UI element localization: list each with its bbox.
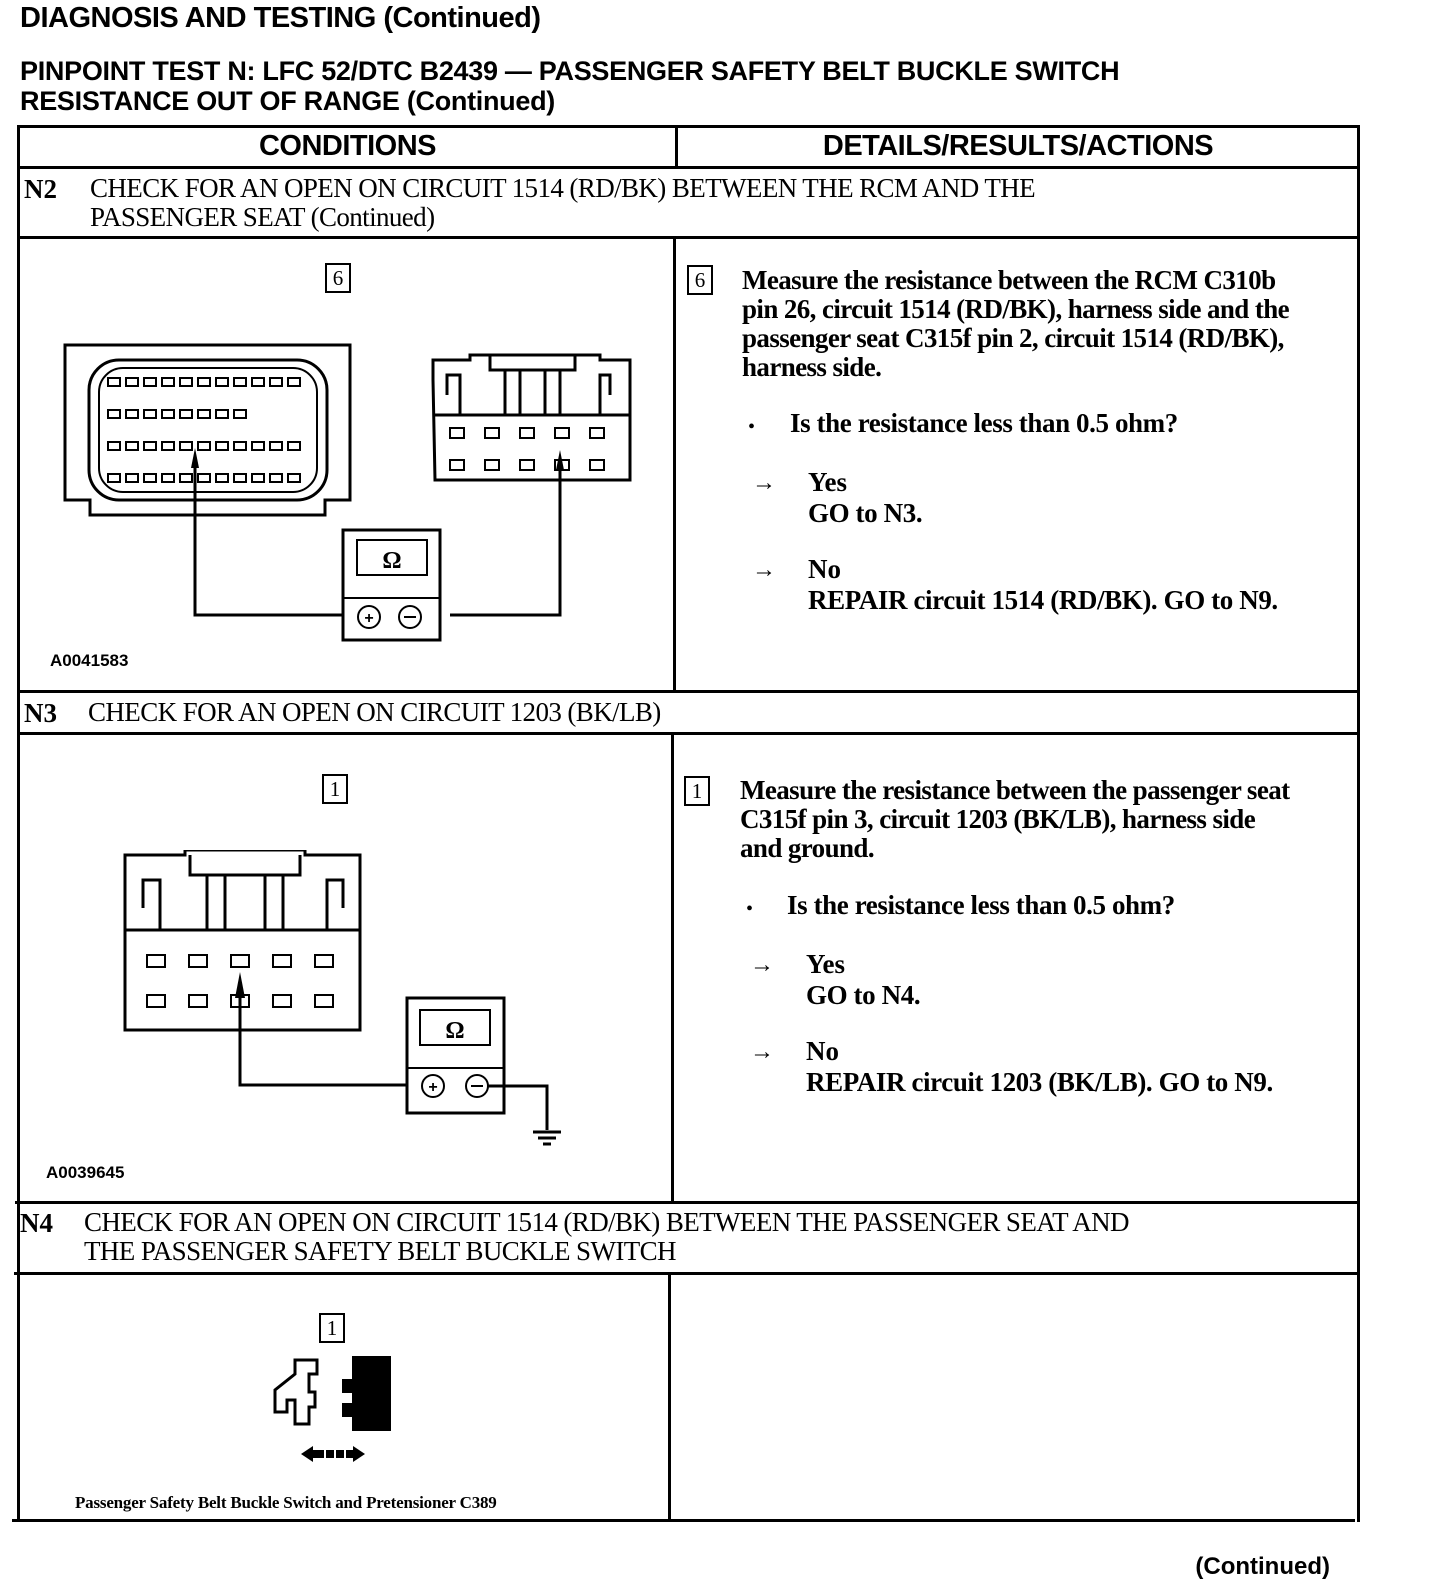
result-no: [808, 554, 1278, 616]
action-instruction: [742, 266, 1352, 382]
pinpoint-test-title: [20, 56, 1119, 116]
action-line: passenger seat C315f pin 2, circuit 1514 (RD/BK),: [742, 323, 1284, 353]
table-divider: [17, 236, 1360, 239]
step-number-box: 6: [325, 263, 351, 293]
result-yes-label: Yes: [808, 467, 847, 497]
step-title: [84, 1208, 1364, 1266]
rcm-connector-face: [89, 360, 327, 500]
buckle-switch-connector-diagram: [265, 1352, 400, 1477]
bullet-icon: •: [748, 416, 756, 438]
connector-half-solid: [343, 1357, 390, 1430]
step-title-line2: PASSENGER SEAT (Continued): [90, 202, 435, 232]
goto-link[interactable]: N4: [881, 980, 914, 1010]
step-title-line1: CHECK FOR AN OPEN ON CIRCUIT 1514 (RD/BK) BETWEEN THE PASSENGER SEAT AND: [84, 1207, 1129, 1237]
action-line: and ground.: [740, 833, 874, 863]
action-instruction: [740, 776, 1350, 863]
bullet-icon: •: [746, 898, 754, 920]
action-line: Measure the resistance between the passenger seat: [740, 775, 1290, 805]
table-border-right: [1357, 125, 1360, 1522]
column-header-conditions: CONDITIONS: [258, 130, 437, 162]
table-divider: [17, 166, 1360, 169]
result-yes-action: GO to N3.: [808, 498, 923, 528]
column-divider: [668, 1272, 671, 1522]
arrow-icon: →: [750, 952, 774, 978]
table-border-left: [17, 125, 20, 1522]
table-border-top: [17, 125, 1360, 128]
test-lead-positive: [240, 990, 408, 1085]
ohm-symbol: Ω: [382, 548, 402, 574]
section-title: DIAGNOSIS AND TESTING (Continued): [20, 2, 541, 34]
goto-link[interactable]: N9: [1234, 1067, 1267, 1097]
test-title-line1: PINPOINT TEST N: LFC 52/DTC B2439 — PASSENGER SAFETY BELT BUCKLE SWITCH: [20, 56, 1120, 86]
test-question: Is the resistance less than 0.5 ohm?: [787, 890, 1175, 920]
seat-connector-ground-diagram: [115, 850, 575, 1160]
rcm-connector-outline: [65, 345, 350, 515]
result-yes-label: Yes: [806, 949, 845, 979]
column-divider: [671, 732, 674, 1204]
seat-connector-tab: [490, 355, 575, 415]
test-lead-negative: [450, 460, 560, 615]
result-yes: [808, 467, 922, 529]
action-line: Measure the resistance between the RCM C310b: [742, 265, 1276, 295]
arrow-icon: →: [752, 470, 776, 496]
table-border-bottom: [12, 1519, 1355, 1522]
figure-id: A0041583: [50, 651, 129, 670]
column-header-details: DETAILS/RESULTS/ACTIONS: [822, 130, 1214, 162]
result-no-label: No: [808, 554, 841, 584]
test-title-line2: RESISTANCE OUT OF RANGE (Continued): [20, 86, 555, 116]
goto-link[interactable]: N9: [1239, 585, 1272, 615]
step-number-box: 1: [319, 1313, 345, 1343]
step-title: [90, 174, 1340, 232]
positive-terminal-label: +: [428, 1079, 438, 1096]
column-divider: [673, 236, 676, 693]
step-number-box: 1: [322, 774, 348, 804]
step-id: N2: [24, 174, 57, 204]
figure-id: A0039645: [46, 1163, 125, 1182]
goto-link[interactable]: N3: [883, 498, 916, 528]
table-divider: [14, 1272, 1357, 1275]
seat-pin-rows: [450, 428, 604, 470]
disconnect-arrow-icon: [301, 1446, 365, 1462]
action-line: harness side.: [742, 352, 882, 382]
table-divider: [17, 690, 1360, 693]
seat-connector-tab: [190, 855, 300, 930]
connector-half-open: [275, 1360, 317, 1424]
step-number-box: 6: [687, 265, 713, 295]
action-line: C315f pin 3, circuit 1203 (BK/LB), harness side: [740, 804, 1256, 834]
test-question: Is the resistance less than 0.5 ohm?: [790, 408, 1178, 438]
seat-connector-latch: [447, 375, 610, 415]
rcm-pin-rows: [108, 378, 300, 482]
arrow-icon: →: [752, 557, 776, 583]
arrow-icon: →: [750, 1039, 774, 1065]
table-divider: [15, 1201, 1358, 1204]
result-no: [806, 1036, 1273, 1098]
step-id: N4: [20, 1208, 53, 1238]
step-number-box: 1: [684, 776, 710, 806]
ground-icon: [533, 1132, 561, 1144]
table-divider: [17, 732, 1360, 735]
positive-terminal-label: +: [364, 610, 374, 627]
action-line: pin 26, circuit 1514 (RD/BK), harness side and the: [742, 294, 1290, 324]
result-no-action: REPAIR circuit 1203 (BK/LB). GO to N9.: [806, 1067, 1273, 1097]
figure-caption: Passenger Safety Belt Buckle Switch and Pretensioner C389: [75, 1493, 497, 1512]
rcm-connector-diagram: [55, 340, 635, 650]
result-yes: [806, 949, 920, 1011]
step-title: CHECK FOR AN OPEN ON CIRCUIT 1203 (BK/LB): [88, 697, 661, 727]
continued-label: (Continued): [1195, 1553, 1330, 1580]
result-no-action: REPAIR circuit 1514 (RD/BK). GO to N9.: [808, 585, 1278, 615]
seat-connector-latch: [143, 880, 343, 930]
ohm-symbol: Ω: [445, 1018, 465, 1044]
result-yes-action: GO to N4.: [806, 980, 921, 1010]
result-no-label: No: [806, 1036, 839, 1066]
step-id: N3: [24, 698, 57, 728]
step-title-line2: THE PASSENGER SAFETY BELT BUCKLE SWITCH: [84, 1236, 676, 1266]
seat-connector-outline: [125, 850, 360, 1030]
step-title-line1: CHECK FOR AN OPEN ON CIRCUIT 1514 (RD/BK) BETWEEN THE RCM AND THE: [90, 173, 1036, 203]
